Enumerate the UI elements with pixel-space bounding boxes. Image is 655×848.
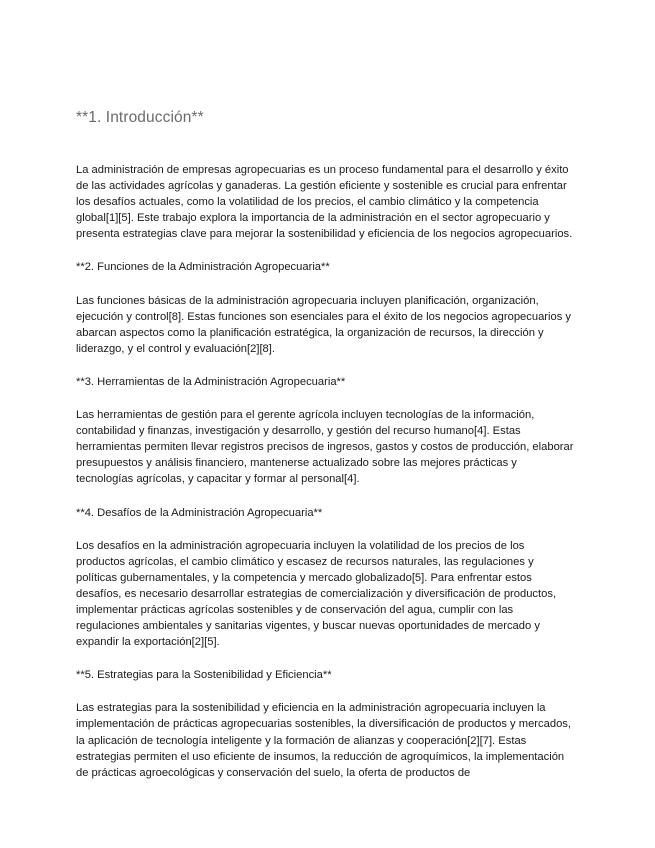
section-heading: **5. Estrategias para la Sostenibilidad y Eficiencia**: [76, 669, 332, 682]
section-paragraph: Las funciones básicas de la administración agropecuaria incluyen planificación, organización, ejecución y control[8]. Estas funciones son esenciales para el éxito de los negocios agropecuarios y abarcan aspectos como la planificación estratégica, la organización de recursos, la dirección y liderazgo, y el control y evaluación[2][8].: [76, 294, 572, 355]
section-estrategias: [76, 667, 576, 781]
section-desafios: [76, 505, 576, 651]
section-paragraph: Los desafíos en la administración agropecuaria incluyen la volatilidad de los precios de los productos agrícolas, el cambio climático y escasez de recursos naturales, las regulaciones y políticas gubernamentales, y la competencia y mercado globalizado[5]. Para enfrentar estos desafíos, es necesario desarrollar estrategias de comercialización y diversificación de productos, implementar prácticas agrícolas sostenibles y de conservación del agua, cumplir con las regulaciones ambientales y sanitarias vigentes, y buscar nuevas oportunidades de mercado y expandir la exportación[2][5].: [76, 539, 557, 649]
document-body: [76, 162, 576, 798]
section-paragraph: Las estrategias para la sostenibilidad y eficiencia en la administración agropecuaria incluyen la implementación de prácticas agropecuarias sostenibles, la diversificación de productos y mercados, la aplicación de tecnología inteligente y la formación de alianzas y cooperación[2][7]. Estas estrategias permiten el uso eficiente de insumos, la reducción de agroquímicos, la implementación de prácticas agroecológicas y conservación del suelo, la oferta de productos de: [76, 702, 571, 779]
section-herramientas: [76, 374, 576, 488]
section-paragraph: Las herramientas de gestión para el gerente agrícola incluyen tecnologías de la información, contabilidad y finanzas, investigación y desarrollo, y gestión del recurso humano[4]. Estas herramientas permiten llevar registros precisos de ingresos, gastos y costos de producción, elaborar presupuestos y análisis financiero, mantenerse actualizado sobre las mejores prácticas y tecnologías agrícolas, y capacitar y formar al personal[4].: [76, 409, 574, 486]
section-funciones: [76, 259, 576, 356]
section-heading: **4. Desafíos de la Administración Agropecuaria**: [76, 506, 323, 519]
section-heading: **2. Funciones de la Administración Agropecuaria**: [76, 261, 330, 274]
document-title: **1. Introducción**: [76, 109, 204, 126]
intro-paragraph: La administración de empresas agropecuarias es un proceso fundamental para el desarrollo y éxito de las actividades agrícolas y ganaderas. La gestión eficiente y sostenible es crucial para enfrentar los desafíos actuales, como la volatilidad de los precios, el cambio climático y la competencia global[1][5]. Este trabajo explora la importancia de la administración en el sector agropecuario y presenta estrategias clave para mejorar la sostenibilidad y eficiencia de los negocios agropecuarios.: [76, 164, 573, 241]
section-heading: **3. Herramientas de la Administración Agropecuaria**: [76, 375, 346, 388]
